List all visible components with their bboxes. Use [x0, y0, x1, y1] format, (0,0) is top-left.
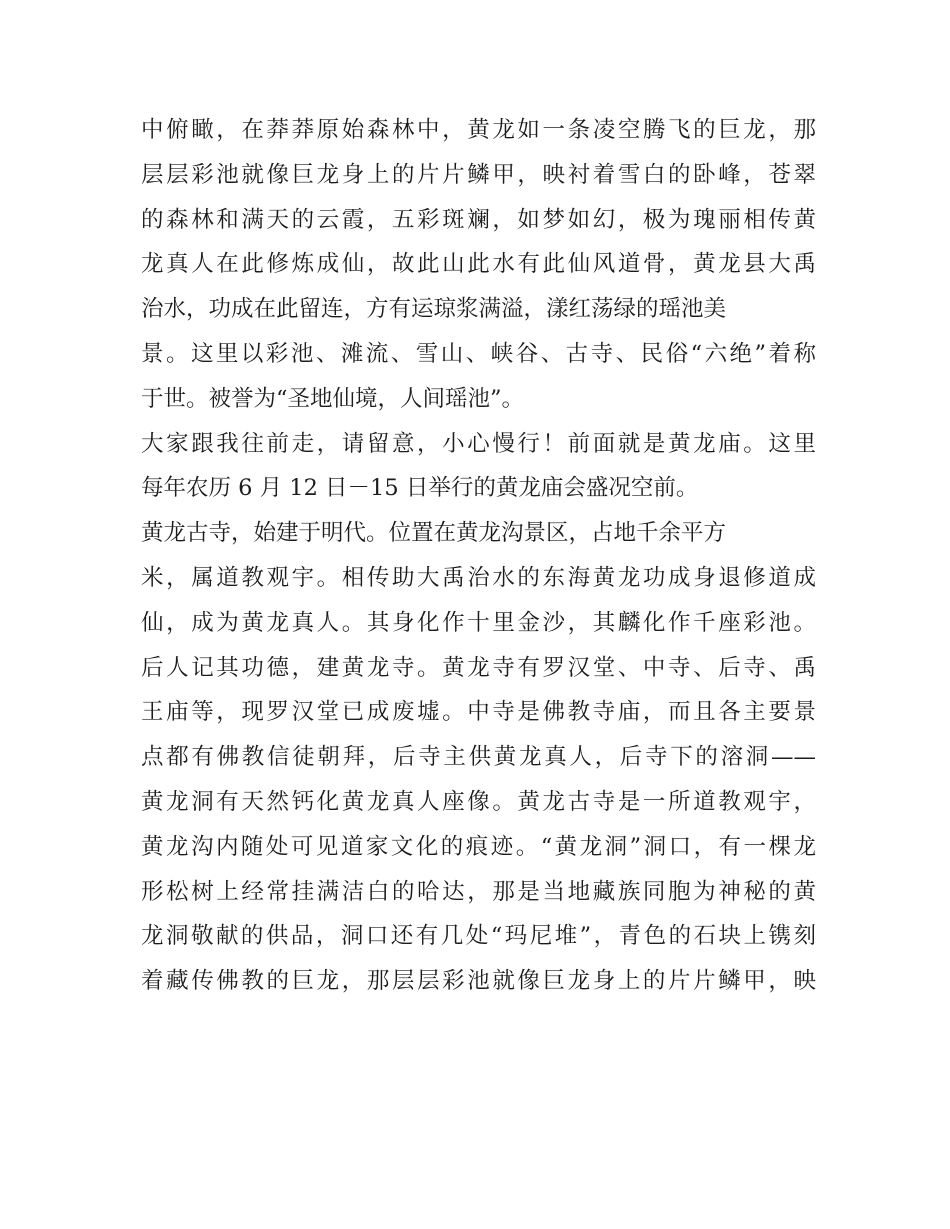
text-line: 每年农历 6 月 12 日－15 日举行的黄龙庙会盛况空前。 [141, 475, 699, 502]
text-line: 着藏传佛教的巨龙，那层层彩池就像巨龙身上的片片鳞甲，映 [141, 968, 816, 995]
text-line: 治水，功成在此留连，方有运琼浆满溢，漾红荡绿的瑶池美 [141, 296, 727, 323]
text-line: 层层彩池就像巨龙身上的片片鳞甲，映衬着雪白的卧峰，苍翠 [141, 161, 816, 188]
text-line: 黄龙沟内随处可见道家文化的痕迹。“黄龙洞”洞口，有一棵龙 [141, 833, 816, 860]
text-line: 王庙等，现罗汉堂已成废墟。中寺是佛教寺庙，而且各主要景 [141, 699, 816, 726]
text-line: 的森林和满天的云霞，五彩斑斓，如梦如幻，极为瑰丽相传黄 [141, 206, 816, 233]
text-line: 龙洞敬献的供品，洞口还有几处“玛尼堆”，青色的石块上镌刻 [141, 923, 816, 950]
text-line: 中俯瞰，在莽莽原始森林中，黄龙如一条凌空腾飞的巨龙，那 [141, 117, 816, 143]
text-line: 米，属道教观宇。相传助大禹治水的东海黄龙功成身退修道成 [141, 564, 816, 591]
text-line: 黄龙洞有天然钙化黄龙真人座像。黄龙古寺是一所道教观宇， [141, 788, 816, 815]
text-line: 黄龙古寺，始建于明代。位置在黄龙沟景区，占地千余平方 [141, 520, 727, 547]
text-line: 后人记其功德，建黄龙寺。黄龙寺有罗汉堂、中寺、后寺、禹 [141, 654, 816, 681]
text-line: 于世。被誉为“圣地仙境，人间瑶池”。 [141, 385, 525, 412]
text-line: 龙真人在此修炼成仙，故此山此水有此仙风道骨，黄龙县大禹 [141, 251, 816, 278]
text-line: 景。这里以彩池、滩流、雪山、峡谷、古寺、民俗“六绝”着称 [141, 340, 816, 367]
document-page [141, 108, 816, 1004]
text-line: 大家跟我往前走，请留意，小心慢行！前面就是黄龙庙。这里 [141, 430, 816, 457]
text-line: 仙，成为黄龙真人。其身化作十里金沙，其麟化作千座彩池。 [141, 609, 816, 636]
text-line: 点都有佛教信徒朝拜，后寺主供黄龙真人，后寺下的溶洞—— [141, 744, 816, 771]
text-line: 形松树上经常挂满洁白的哈达，那是当地藏族同胞为神秘的黄 [141, 878, 816, 905]
